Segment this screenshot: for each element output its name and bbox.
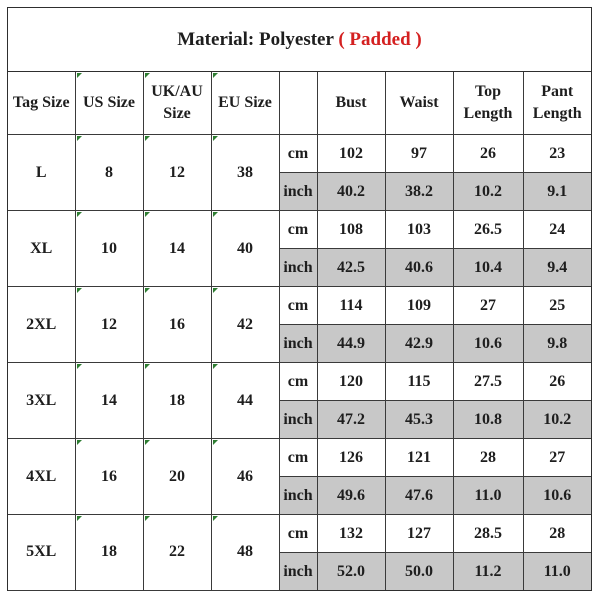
pant-length-cell: 9.1	[523, 173, 591, 211]
unit-cell: inch	[279, 553, 317, 591]
header-row	[8, 72, 591, 135]
table-row	[8, 211, 591, 249]
table-row	[8, 515, 591, 553]
header-bust: Bust	[317, 72, 385, 135]
ukau-size-cell: 20	[143, 439, 211, 515]
unit-cell: cm	[279, 515, 317, 553]
ukau-size-cell: 18	[143, 363, 211, 439]
header-waist: Waist	[385, 72, 453, 135]
header-ukau-size: UK/AU Size	[143, 72, 211, 135]
unit-cell: inch	[279, 249, 317, 287]
top-length-cell: 27.5	[453, 363, 523, 401]
waist-cell: 115	[385, 363, 453, 401]
size-chart	[7, 7, 592, 591]
waist-cell: 50.0	[385, 553, 453, 591]
waist-cell: 45.3	[385, 401, 453, 439]
unit-cell: cm	[279, 439, 317, 477]
pant-length-cell: 27	[523, 439, 591, 477]
us-size-cell: 10	[75, 211, 143, 287]
bust-cell: 44.9	[317, 325, 385, 363]
bust-cell: 120	[317, 363, 385, 401]
us-size-cell: 14	[75, 363, 143, 439]
tag-size-cell: 4XL	[8, 439, 75, 515]
eu-size-cell: 40	[211, 211, 279, 287]
bust-cell: 42.5	[317, 249, 385, 287]
header-tag-size: Tag Size	[8, 72, 75, 135]
bust-cell: 102	[317, 135, 385, 173]
bust-cell: 132	[317, 515, 385, 553]
waist-cell: 121	[385, 439, 453, 477]
size-table	[8, 72, 591, 591]
waist-cell: 97	[385, 135, 453, 173]
pant-length-cell: 11.0	[523, 553, 591, 591]
bust-cell: 52.0	[317, 553, 385, 591]
unit-cell: cm	[279, 211, 317, 249]
ukau-size-cell: 14	[143, 211, 211, 287]
header-top-length: Top Length	[453, 72, 523, 135]
header-us-size: US Size	[75, 72, 143, 135]
pant-length-cell: 10.2	[523, 401, 591, 439]
waist-cell: 40.6	[385, 249, 453, 287]
us-size-cell: 8	[75, 135, 143, 211]
us-size-cell: 12	[75, 287, 143, 363]
pant-length-cell: 28	[523, 515, 591, 553]
eu-size-cell: 46	[211, 439, 279, 515]
unit-cell: inch	[279, 173, 317, 211]
tag-size-cell: XL	[8, 211, 75, 287]
eu-size-cell: 44	[211, 363, 279, 439]
pant-length-cell: 23	[523, 135, 591, 173]
top-length-cell: 10.8	[453, 401, 523, 439]
tag-size-cell: L	[8, 135, 75, 211]
ukau-size-cell: 16	[143, 287, 211, 363]
top-length-cell: 10.2	[453, 173, 523, 211]
eu-size-cell: 42	[211, 287, 279, 363]
waist-cell: 47.6	[385, 477, 453, 515]
table-row	[8, 363, 591, 401]
waist-cell: 109	[385, 287, 453, 325]
table-row	[8, 135, 591, 173]
us-size-cell: 18	[75, 515, 143, 591]
waist-cell: 127	[385, 515, 453, 553]
tag-size-cell: 5XL	[8, 515, 75, 591]
ukau-size-cell: 22	[143, 515, 211, 591]
top-length-cell: 26.5	[453, 211, 523, 249]
unit-cell: cm	[279, 363, 317, 401]
table-row	[8, 439, 591, 477]
size-chart-title	[8, 8, 591, 72]
tag-size-cell: 2XL	[8, 287, 75, 363]
pant-length-cell: 9.8	[523, 325, 591, 363]
top-length-cell: 11.2	[453, 553, 523, 591]
eu-size-cell: 48	[211, 515, 279, 591]
top-length-cell: 11.0	[453, 477, 523, 515]
top-length-cell: 26	[453, 135, 523, 173]
top-length-cell: 28	[453, 439, 523, 477]
unit-cell: inch	[279, 401, 317, 439]
padded-note: ( Padded )	[338, 29, 422, 50]
unit-cell: cm	[279, 287, 317, 325]
top-length-cell: 10.4	[453, 249, 523, 287]
header-pant-length: Pant Length	[523, 72, 591, 135]
pant-length-cell: 26	[523, 363, 591, 401]
bust-cell: 40.2	[317, 173, 385, 211]
waist-cell: 42.9	[385, 325, 453, 363]
top-length-cell: 28.5	[453, 515, 523, 553]
unit-cell: cm	[279, 135, 317, 173]
size-table-body	[8, 135, 591, 591]
pant-length-cell: 24	[523, 211, 591, 249]
header-eu-size: EU Size	[211, 72, 279, 135]
pant-length-cell: 25	[523, 287, 591, 325]
header-unit	[279, 72, 317, 135]
unit-cell: inch	[279, 325, 317, 363]
us-size-cell: 16	[75, 439, 143, 515]
waist-cell: 103	[385, 211, 453, 249]
bust-cell: 108	[317, 211, 385, 249]
table-row	[8, 287, 591, 325]
eu-size-cell: 38	[211, 135, 279, 211]
bust-cell: 47.2	[317, 401, 385, 439]
ukau-size-cell: 12	[143, 135, 211, 211]
waist-cell: 38.2	[385, 173, 453, 211]
unit-cell: inch	[279, 477, 317, 515]
bust-cell: 126	[317, 439, 385, 477]
top-length-cell: 27	[453, 287, 523, 325]
material-label: Material: Polyester	[177, 29, 334, 50]
top-length-cell: 10.6	[453, 325, 523, 363]
pant-length-cell: 9.4	[523, 249, 591, 287]
pant-length-cell: 10.6	[523, 477, 591, 515]
tag-size-cell: 3XL	[8, 363, 75, 439]
bust-cell: 49.6	[317, 477, 385, 515]
bust-cell: 114	[317, 287, 385, 325]
